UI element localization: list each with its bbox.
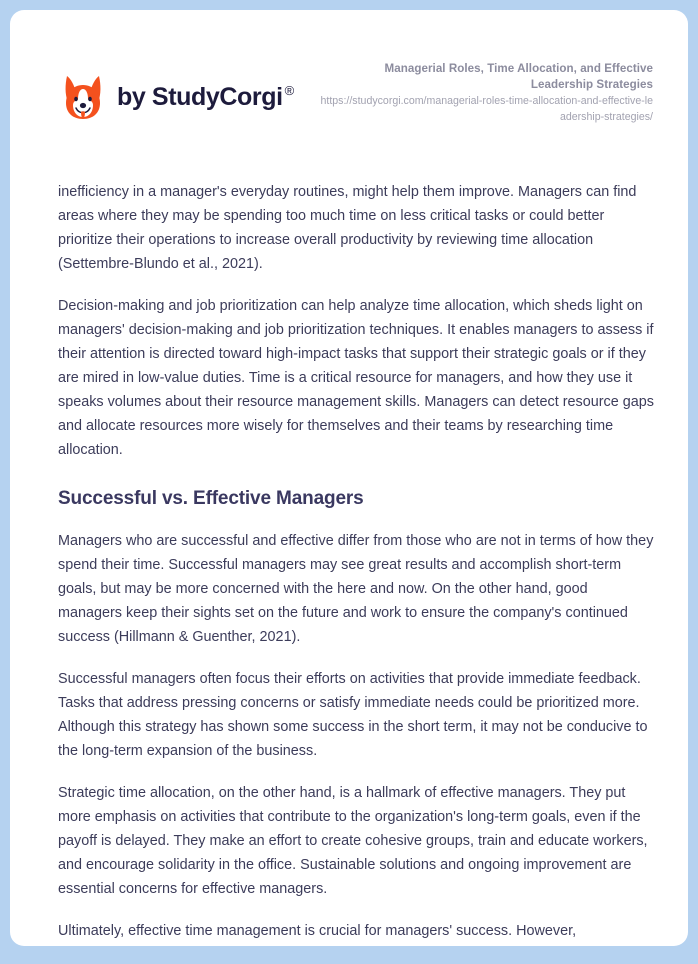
- body-paragraph: Ultimately, effective time management is crucial for managers' success. However,: [58, 923, 577, 939]
- document-page: [10, 10, 688, 946]
- studycorgi-brand: [58, 72, 294, 122]
- body-paragraph: Strategic time allocation, on the other hand, is a hallmark of effective managers. They put more emphasis on activities that contribute to the organization's long-term goals, even if the payoff is delayed. They make an effort to create cohesive groups, train and educate workers, and encourage solidarity in the office. Sustainable solutions and ongoing improvement are essential concerns for effective managers.: [58, 785, 648, 897]
- brand-wordmark: [117, 83, 294, 112]
- source-url: https://studycorgi.com/managerial-roles-time-allocation-and-effective-leadership-strategies/: [320, 95, 653, 123]
- header-meta: [294, 58, 653, 125]
- document-header: [10, 10, 688, 158]
- page-title: Managerial Roles, Time Allocation, and Effective Leadership Strategies: [384, 62, 653, 91]
- section-heading: Successful vs. Effective Managers: [58, 488, 364, 509]
- document-body: [58, 180, 654, 943]
- body-paragraph: Managers who are successful and effective differ from those who are not in terms of how they spend their time. Successful managers may see great results and accomplish short-term goals, but may be more concerned with the here and now. On the other hand, good managers keep their sights set on the future and work to ensure the company's continued success (Hillmann & Guenther, 2021).: [58, 533, 654, 645]
- registered-trademark-icon: ®: [284, 83, 294, 99]
- body-paragraph: Successful managers often focus their efforts on activities that provide immediate feedback. Tasks that address pressing concerns or satisfy immediate needs could be prioritized more. Although this strategy has shown some success in the short term, it may not be conducive to the long-term expansion of the business.: [58, 671, 648, 759]
- corgi-head-icon: [58, 72, 108, 122]
- brand-name-text: by StudyCorgi: [117, 82, 283, 111]
- body-paragraph: Decision-making and job prioritization can help analyze time allocation, which sheds light on managers' decision-making and job prioritization techniques. It enables managers to assess if their attention is directed toward high-impact tasks that support their strategic goals or if they are mired in low-value duties. Time is a critical resource for managers, and how they use it speaks volumes about their resource management skills. Managers can detect resource gaps and allocate resources more wisely for themselves and their teams by researching time allocation.: [58, 298, 654, 458]
- body-paragraph: inefficiency in a manager's everyday routines, might help them improve. Managers can find areas where they may be spending too much time on less critical tasks or could better prioritize their operations to increase overall productivity by reviewing time allocation (Settembre-Blundo et al., 2021).: [58, 184, 637, 272]
